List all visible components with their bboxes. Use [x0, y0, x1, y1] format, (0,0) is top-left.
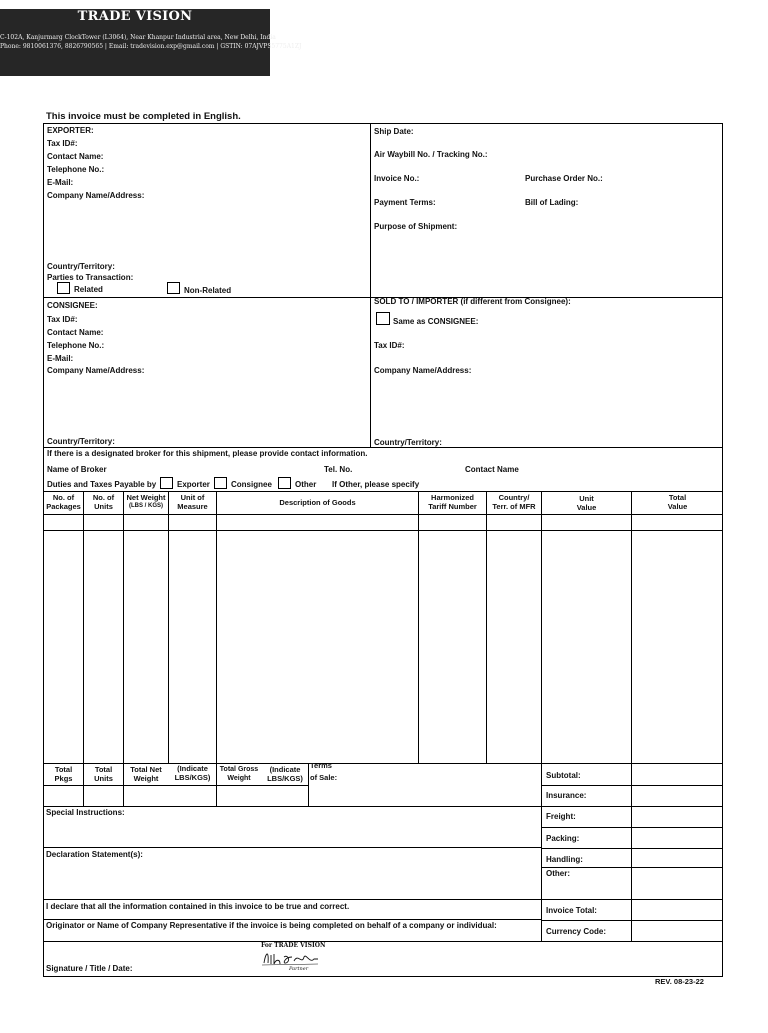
if-other-specify[interactable]: If Other, please specify	[332, 480, 420, 489]
non-related-label: Non-Related	[184, 286, 232, 295]
duties-label: Duties and Taxes Payable by	[47, 480, 157, 489]
invoice-no[interactable]: Invoice No.:	[374, 174, 420, 183]
duties-other-label: Other	[295, 480, 317, 489]
col-total-value: Total Value	[667, 493, 688, 511]
col-unit-value: Unit Value	[576, 494, 597, 512]
consignee-heading: CONSIGNEE:	[47, 301, 98, 310]
exporter-telephone[interactable]: Telephone No.:	[47, 165, 105, 174]
col-unit-of-measure: Unit of Measure	[177, 493, 208, 511]
insurance-label[interactable]: Insurance:	[546, 791, 587, 800]
declaration-statement[interactable]: Declaration Statement(s):	[46, 850, 143, 859]
handling-label[interactable]: Handling:	[546, 855, 583, 864]
broker-tel[interactable]: Tel. No.	[324, 465, 353, 474]
sold-to-heading: SOLD TO / IMPORTER (if different from Consignee):	[374, 297, 571, 306]
related-checkbox[interactable]	[57, 282, 70, 294]
exporter-country[interactable]: Country/Territory:	[47, 262, 115, 271]
same-as-consignee-label: Same as CONSIGNEE:	[393, 317, 479, 326]
related-label: Related	[74, 285, 103, 294]
exporter-email[interactable]: E-Mail:	[47, 178, 74, 187]
sold-to-tax-id[interactable]: Tax ID#:	[374, 341, 405, 350]
duties-exporter-checkbox[interactable]	[160, 477, 173, 489]
company-contact: Phone: 9810061376, 8826790565 | Email: tradevision.exp@gmail.com | GSTIN: 07AJVPS5775A1ZJ	[0, 43, 302, 50]
col-tariff: Harmonized Tariff Number	[428, 493, 477, 511]
sold-to-company-address[interactable]: Company Name/Address:	[374, 366, 472, 375]
total-net-weight-label: Total Net Weight	[130, 765, 162, 783]
broker-note: If there is a designated broker for this shipment, please provide contact information.	[47, 449, 368, 458]
currency-code-label[interactable]: Currency Code:	[546, 927, 607, 936]
signature-label[interactable]: Signature / Title / Date:	[46, 964, 133, 973]
exporter-company-address[interactable]: Company Name/Address:	[47, 191, 145, 200]
non-related-checkbox[interactable]	[167, 282, 180, 294]
instruction-text: This invoice must be completed in English.	[46, 111, 241, 122]
duties-consignee-label: Consignee	[231, 480, 272, 489]
purpose-of-shipment[interactable]: Purpose of Shipment:	[374, 222, 458, 231]
company-address: C-102A, Kanjurmarg ClockTower (L3064), Near Khanpur Industrial area, New Delhi, India	[0, 34, 276, 41]
certification-text: I declare that all the information contained in this invoice to be true and correct.	[46, 902, 350, 911]
consignee-telephone[interactable]: Telephone No.:	[47, 341, 105, 350]
total-units-label: Total Units	[94, 765, 113, 783]
consignee-tax-id[interactable]: Tax ID#:	[47, 315, 78, 324]
company-name: TRADE VISION	[77, 9, 193, 24]
exporter-heading: EXPORTER:	[47, 126, 94, 135]
consignee-contact-name[interactable]: Contact Name:	[47, 328, 104, 337]
invoice-total-label[interactable]: Invoice Total:	[546, 906, 597, 915]
total-pkgs-label: Total Pkgs	[54, 765, 73, 783]
same-as-consignee-checkbox[interactable]	[376, 312, 390, 325]
col-net-weight: Net Weight (LBS / KGS)	[126, 493, 166, 509]
parties-label: Parties to Transaction:	[47, 273, 134, 282]
consignee-country[interactable]: Country/Territory:	[47, 437, 115, 446]
stamp-role: Partner	[289, 966, 309, 972]
broker-name[interactable]: Name of Broker	[47, 465, 107, 474]
exporter-tax-id[interactable]: Tax ID#:	[47, 139, 78, 148]
duties-other-checkbox[interactable]	[278, 477, 291, 489]
special-instructions[interactable]: Special Instructions:	[46, 808, 125, 817]
freight-label[interactable]: Freight:	[546, 812, 576, 821]
terms-of-sale-label: Terms of Sale:	[310, 761, 338, 782]
col-units: No. of Units	[92, 493, 115, 511]
broker-contact-name[interactable]: Contact Name	[465, 465, 519, 474]
col-description: Description of Goods	[279, 498, 356, 507]
total-gross-weight-label: Total Gross Weight	[219, 766, 259, 782]
packing-label[interactable]: Packing:	[546, 834, 580, 843]
sold-to-country[interactable]: Country/Territory:	[374, 438, 442, 447]
subtotal-label[interactable]: Subtotal:	[546, 771, 581, 780]
duties-exporter-label: Exporter	[177, 480, 210, 489]
duties-consignee-checkbox[interactable]	[214, 477, 227, 489]
exporter-contact-name[interactable]: Contact Name:	[47, 152, 104, 161]
ship-date[interactable]: Ship Date:	[374, 127, 414, 136]
stamp-company: For TRADE VISION	[261, 942, 326, 949]
goods-entry-row[interactable]	[44, 515, 723, 530]
purchase-order-no[interactable]: Purchase Order No.:	[525, 174, 603, 183]
bill-of-lading[interactable]: Bill of Lading:	[525, 198, 579, 207]
indicate-lbs-kgs-2: (Indicate LBS/KGS)	[267, 765, 303, 783]
col-country-mfr: Country/ Terr. of MFR	[492, 493, 536, 511]
col-packages: No. of Packages	[46, 493, 81, 511]
revision-label: REV. 08-23-22	[655, 977, 704, 986]
signature-stamp	[258, 941, 328, 975]
airwaybill[interactable]: Air Waybill No. / Tracking No.:	[374, 150, 488, 159]
company-header	[0, 9, 302, 76]
consignee-company-address[interactable]: Company Name/Address:	[47, 366, 145, 375]
indicate-lbs-kgs-1: (Indicate LBS/KGS)	[174, 764, 211, 782]
other-label[interactable]: Other:	[546, 869, 570, 878]
consignee-email[interactable]: E-Mail:	[47, 354, 74, 363]
payment-terms[interactable]: Payment Terms:	[374, 198, 436, 207]
originator-label[interactable]: Originator or Name of Company Representative if the invoice is being completed on behalf of a company or individual:	[46, 921, 497, 930]
